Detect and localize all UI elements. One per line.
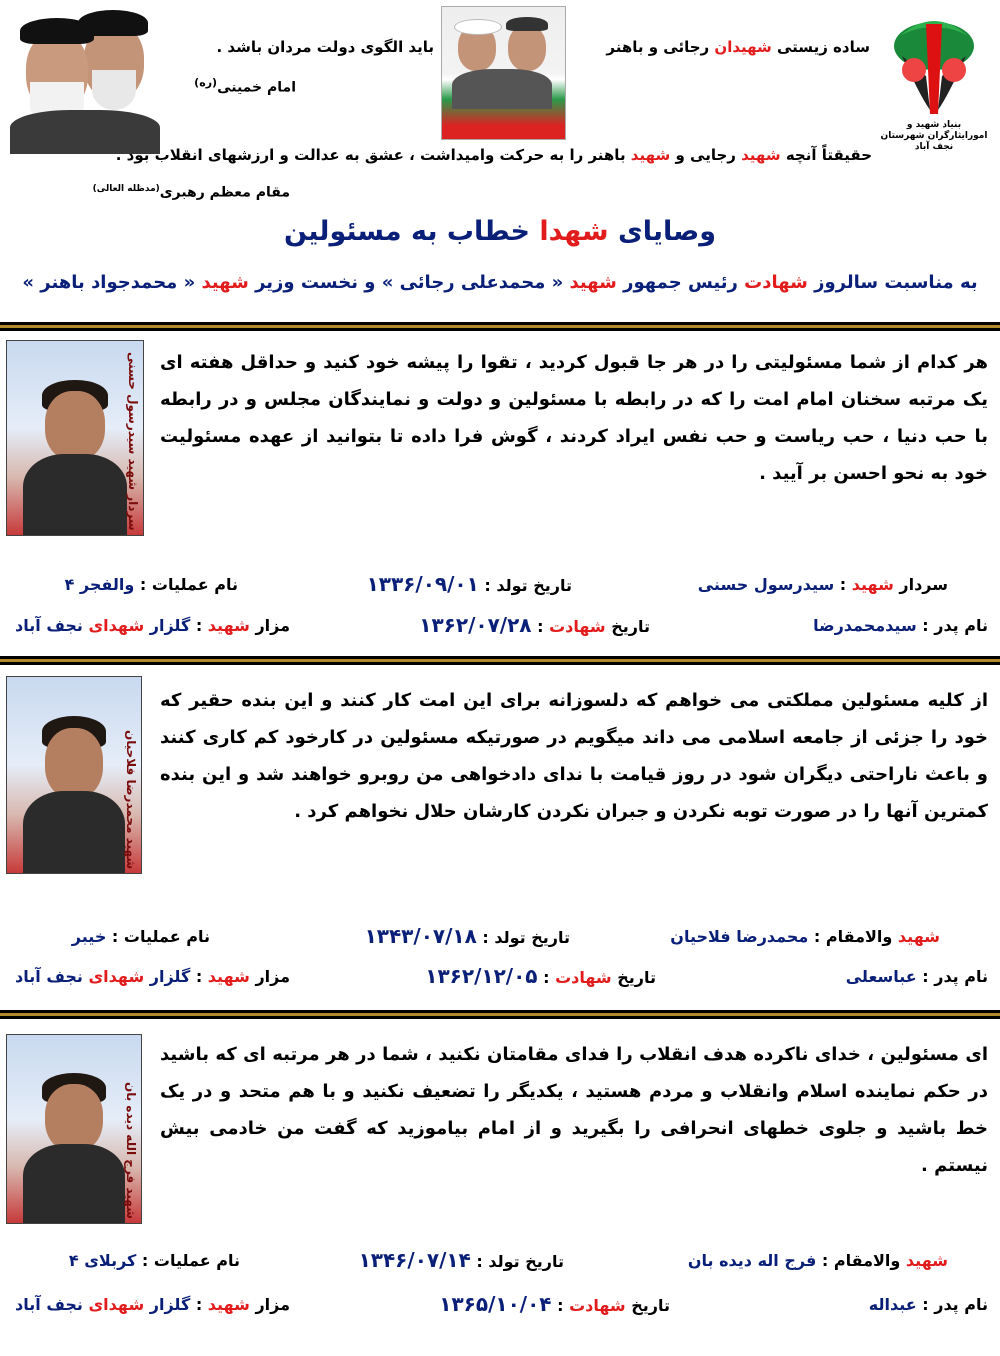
father-label: نام پدر : [916,967,988,986]
grave-row [15,616,290,635]
martyr-name: سیدرسول حسنی [697,575,835,594]
logo-caption: بنیاد شهید و امورایثارگران شهرستان نجف آباد [880,120,988,152]
grave-row [15,967,290,986]
subtitle-d: « محمدجواد باهنر » [22,272,202,293]
subtitle-red-3: شهید [201,272,249,293]
grave-b: نجف آباد [15,616,89,635]
title-suffix: : [834,575,852,594]
grave-label-pre: مزار [249,616,290,635]
operation-row [69,1251,240,1270]
subtitle-b: رئیس جمهور [616,272,745,293]
foundation-emblem-icon [880,6,988,116]
op-label: نام عملیات : [136,1251,240,1270]
father-label: نام پدر : [916,616,988,635]
imam-sup: (ره) [194,76,218,89]
op-name: خیبر [71,927,107,946]
death-label-pre: تاریخ [611,968,656,987]
imam-quote-source [176,76,296,96]
death-row [439,1292,670,1316]
father-name: عباسعلی [845,967,917,986]
page-title [0,216,1000,247]
section-divider [0,322,1000,331]
death-row [419,613,650,637]
grave-a: گلزار [144,616,191,635]
section-divider [0,1010,1000,1019]
operation-row [65,575,238,594]
martyr-name-row [698,575,948,594]
grave-b: نجف آباد [15,967,89,986]
grave-label-red: شهید [207,616,250,635]
grave-a: گلزار [144,967,191,986]
death-date: ۱۳۶۵/۱۰/۰۴ [439,1292,552,1316]
operation-row [72,927,210,946]
death-label-pre: تاریخ [625,1296,670,1315]
father-label: نام پدر : [916,1295,988,1314]
title-red: شهید [897,927,940,946]
section-divider [0,656,1000,665]
death-label-red: شهادت [555,968,612,987]
grave-red: شهدای [88,967,145,986]
leader-quote [115,146,872,164]
quote1-text-a: ساده زیستی [771,38,870,56]
op-name: والفجر ۴ [64,575,135,594]
op-name: کربلای ۴ [68,1251,137,1270]
title-suffix: والامقام : [816,1251,906,1270]
title-red: شهدا [539,216,609,247]
leader-quote-source [92,184,290,201]
death-label-pre: تاریخ [605,617,650,636]
imam-quote [570,38,870,56]
imam-quote-end: باید الگوی دولت مردان باشد . [216,38,434,56]
martyr-name: محمدرضا فلاحیان [670,927,809,946]
grave-label-post: : [190,967,208,986]
leader-sup: (مدظله العالی) [92,184,160,194]
martyr-testament: هر کدام از شما مسئولیتی را در هر جا قبول کردید ، تقوا را پیشه خود کنید و حداقل هفته ای یک مرتبه سخنان امام امت را که در رابطه با مسئولین و دولت و نمایندگان مجلس و در رابطه با حب دنیا ، حب ریاست و حب نفس ایراد کردند ، گوش فرا داده تا بتوانید از عهده مسئولیت خود به نحو احسن بر آیید . [160,352,988,484]
grave-label-red: شهید [207,967,250,986]
grave-a: گلزار [144,1295,191,1314]
subtitle-a: به مناسبت سالروز [807,272,978,293]
quote2-red-2: شهید [630,146,671,164]
grave-red: شهدای [88,1295,145,1314]
grave-label-pre: مزار [249,1295,290,1314]
title-red: شهید [851,575,894,594]
death-label-red: شهادت [549,617,606,636]
portrait-caption: شهید فرج الله دیده بان [124,1082,138,1219]
grave-label-post: : [190,616,208,635]
title-prefix: سردار [893,575,948,594]
title-suffix: والامقام : [808,927,898,946]
martyr-portrait [6,1034,142,1224]
father-row [869,1295,988,1314]
leader-title: مقام معظم رهبری [159,184,290,201]
martyr-portrait [6,676,142,874]
portrait-caption: شهید محمدرضا فلاحیان [124,729,138,869]
father-row [846,967,988,986]
page-subtitle [0,272,1000,293]
grave-row [15,1295,290,1314]
martyr-testament: از کلیه مسئولین مملکتی می خواهم که دلسوزانه برای این امت کار کنند و این بنده حقیر که خود را جزئی از جامعه اسلامی می داند میگویم در صورتیکه مسئولین در کارخود کم کاری کنند و باعث ناراحتی دیگران شود در روز قیامت با ندای دادخواهی من روبرو خواهند شد و این بنده کمترین آنها را در صورت توبه نکردن و جبران نکردن کارشان حلال نخواهم کرد . [160,690,988,822]
birth-label: تاریخ تولد : [478,576,572,595]
birth-row [367,572,572,596]
death-row [425,964,656,988]
grave-label-post: : [190,1295,208,1314]
leaders-portrait [6,6,166,156]
martyr-name: فرج اله دیده بان [687,1251,817,1270]
death-label-post: : [537,968,556,987]
father-name: عبداله [868,1295,917,1314]
death-date: ۱۳۶۲/۰۷/۲۸ [419,613,532,637]
birth-row [365,924,570,948]
grave-label-red: شهید [207,1295,250,1314]
subtitle-red-1: شهادت [744,272,808,293]
quote1-text-b: رجائی و باهنر [606,38,715,56]
death-date: ۱۳۶۲/۱۲/۰۵ [425,964,538,988]
title-a: وصایای [608,216,716,247]
martyr-name-row [670,927,940,946]
rajai-bahonar-portrait [441,6,566,140]
birth-date: ۱۳۴۳/۰۷/۱۸ [364,924,477,948]
birth-date: ۱۳۴۶/۰۷/۱۴ [358,1248,471,1272]
death-label-red: شهادت [569,1296,626,1315]
title-red: شهید [905,1251,948,1270]
op-label: نام عملیات : [134,575,238,594]
birth-label: تاریخ تولد : [470,1252,564,1271]
quote2-red-1: شهید [741,146,781,164]
subtitle-c: « محمدعلی رجائی » و نخست وزیر [248,272,570,293]
title-b: خطاب به مسئولین [283,216,540,247]
martyr-name-row [688,1251,948,1270]
quote2-text-c: باهنر را به حرکت وامیداشت ، عشق به عدالت و ارزشهای انقلاب بود . [115,146,631,164]
subtitle-red-2: شهید [569,272,617,293]
grave-label-pre: مزار [249,967,290,986]
imam-name: امام خمینی [217,79,296,96]
death-label-post: : [551,1296,570,1315]
grave-red: شهدای [88,616,145,635]
birth-date: ۱۳۳۶/۰۹/۰۱ [366,572,479,596]
father-row [813,616,988,635]
death-label-post: : [531,617,550,636]
quote1-text-red: شهیدان [714,38,772,56]
portrait-caption: سردار شهید سیدرسول حسنی [126,352,140,531]
grave-b: نجف آباد [15,1295,89,1314]
martyr-testament: ای مسئولین ، خدای ناکرده هدف انقلاب را فدای مقامتان نکنید ، شما در هر مرتبه ای که باشید در حکم نماینده اسلام وانقلاب و مردم هستید ، یکدیگر را تضعیف نکنید و با هم متحد و در یک خط باشید و جلوی خطهای انحرافی را بگیرید و از امام بیاموزید که گفت من خادمی بیش نیستم . [160,1044,988,1176]
quote2-text-a: حقیقتاً آنچه [780,146,872,164]
foundation-logo [880,6,988,152]
op-label: نام عملیات : [106,927,210,946]
quote2-text-b: رجایی و [670,146,742,164]
birth-row [359,1248,564,1272]
birth-label: تاریخ تولد : [476,928,570,947]
father-name: سیدمحمدرضا [813,616,917,635]
martyr-portrait [6,340,144,536]
